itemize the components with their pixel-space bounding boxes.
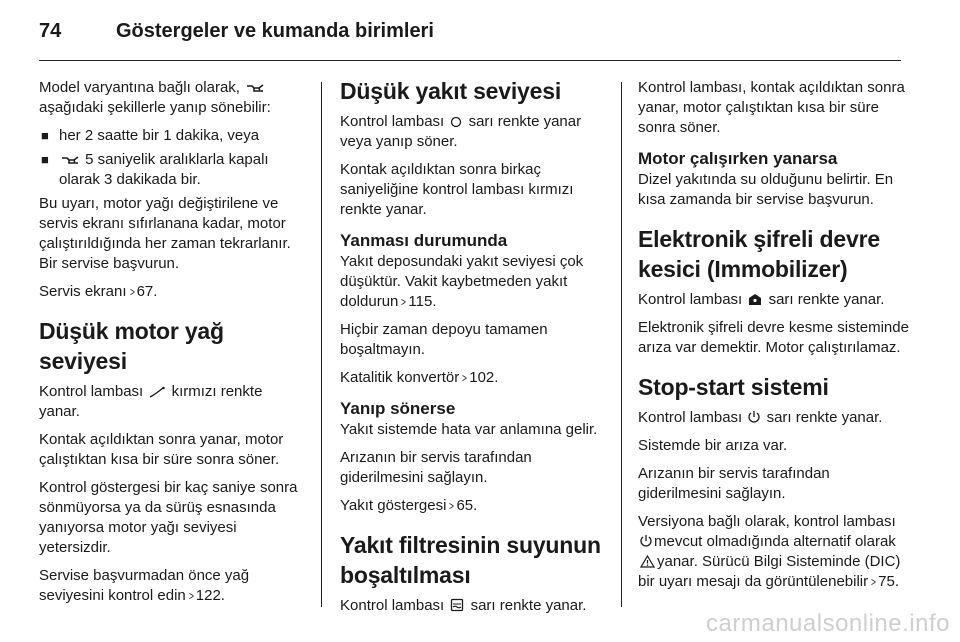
paragraph: Yakıt göstergesi > 65. <box>340 497 478 514</box>
watermark: carmanualsonline.info <box>706 610 950 637</box>
list-item: ■ 5 saniyelik aralıklarla kapalı olarak 3 dakikada bir. <box>41 151 269 188</box>
oil-service-icon <box>246 83 264 94</box>
section-heading: Düşük yakıt seviyesi <box>340 78 562 104</box>
page-header <box>39 14 901 62</box>
column-2 <box>340 78 615 624</box>
paragraph: Kontrol lambası sarı renkte yanar. <box>638 291 885 308</box>
page-reference[interactable]: 75. <box>878 573 899 590</box>
section-heading: Düşük motor yağ seviyesi <box>39 318 224 374</box>
paragraph: Kontrol lambası, kontak açıldıktan sonra yanar, motor çalıştıktan kısa bir süre sonra söner. <box>638 79 905 136</box>
page-reference[interactable]: 115. <box>408 293 437 310</box>
paragraph: Yakıt sistemde hata var anlamına gelir. <box>340 421 598 438</box>
oil-service-icon <box>61 155 79 166</box>
column-1 <box>39 78 307 614</box>
bullet-square-icon: ■ <box>41 128 49 143</box>
page-number: 74 <box>39 20 62 42</box>
page-reference[interactable]: 67. <box>136 283 158 300</box>
header-rule <box>39 60 901 61</box>
stop-start-icon <box>748 410 760 424</box>
reference-arrow-icon: > <box>462 371 468 385</box>
oil-pressure-icon <box>149 386 165 398</box>
paragraph: Kontrol lambası sarı renkte yanar veya yanıp söner. <box>340 113 582 150</box>
paragraph: Sistemde bir arıza var. <box>638 437 788 454</box>
paragraph: Yakıt deposundaki yakıt seviyesi çok düşüktür. Vakit kaybetmeden yakıt doldurun > 115. <box>340 253 584 310</box>
bullet-square-icon: ■ <box>41 152 49 167</box>
immobilizer-icon <box>748 293 762 306</box>
paragraph: Kontak açıldıktan sonra birkaç saniyeliğine kontrol lambası kırmızı renkte yanar. <box>340 161 574 218</box>
page-reference[interactable]: 102. <box>469 369 499 386</box>
subsection-heading: Yanıp sönerse <box>340 399 456 418</box>
list-item: ■ her 2 saatte bir 1 dakika, veya <box>41 127 260 144</box>
subsection-heading: Yanması durumunda <box>340 231 508 250</box>
paragraph: Bu uyarı, motor yağı değiştirilene ve servis ekranı sıfırlanana kadar, motor çalıştırıldığında her zaman tekrarlanır. Bir servise başvurun. <box>39 195 291 272</box>
reference-arrow-icon: > <box>188 589 194 603</box>
water-in-fuel-icon <box>450 598 464 612</box>
paragraph: Arızanın bir servis tarafından giderilmesini sağlayın. <box>638 465 830 502</box>
paragraph: Model varyantına bağlı olarak, aşağıdaki şekillerle yanıp sönebilir: <box>39 79 271 116</box>
page-reference[interactable]: 122. <box>195 587 225 604</box>
paragraph: Katalitik konvertör > 102. <box>340 369 499 386</box>
column-3 <box>638 78 913 600</box>
reference-arrow-icon: > <box>871 575 877 589</box>
paragraph: Kontrol lambası kırmızı renkte yanar. <box>39 383 263 420</box>
paragraph: Servis ekranı > 67. <box>39 283 158 300</box>
section-heading: Yakıt filtresinin suyunun boşaltılması <box>340 532 601 588</box>
paragraph: Dizel yakıtında su olduğunu belirtir. En kısa zamanda bir servise başvurun. <box>638 171 894 208</box>
paragraph: Hiçbir zaman depoyu tamamen boşaltmayın. <box>340 321 548 358</box>
subsection-heading: Motor çalışırken yanarsa <box>638 149 838 168</box>
paragraph: Kontrol göstergesi bir kaç saniye sonra sönmüyorsa ya da sürüş esnasında yanıyorsa motor yağı seviyesi yetersizdir. <box>39 479 298 556</box>
paragraph: Kontak açıldıktan sonra yanar, motor çalıştıktan kısa bir süre sonra söner. <box>39 431 284 468</box>
page-title: Göstergeler ve kumanda birimleri <box>116 20 434 42</box>
section-heading: Stop-start sistemi <box>638 374 829 400</box>
column-divider <box>621 82 622 607</box>
paragraph: Versiyona bağlı olarak, kontrol lambası mevcut olmadığında alternatif olarak yanar. Sürücü Bilgi Sisteminde (DIC) bir uyarı mesajı da görüntülenebilir > 75. <box>638 513 901 590</box>
fuel-circle-icon <box>450 116 462 128</box>
paragraph: Servise başvurmadan önce yağ seviyesini kontrol edin > 122. <box>39 567 250 604</box>
reference-arrow-icon: > <box>449 499 455 513</box>
paragraph: Kontrol lambası sarı renkte yanar. <box>340 597 587 614</box>
paragraph: Arızanın bir servis tarafından giderilmesini sağlayın. <box>340 449 532 486</box>
paragraph: Kontrol lambası sarı renkte yanar. <box>638 409 883 426</box>
reference-arrow-icon: > <box>129 285 135 299</box>
column-divider <box>321 82 322 607</box>
reference-arrow-icon: > <box>401 295 407 309</box>
warning-triangle-icon <box>640 555 655 568</box>
section-heading: Elektronik şifreli devre kesici (Immobilizer) <box>638 226 880 282</box>
paragraph: Elektronik şifreli devre kesme sisteminde arıza var demektir. Motor çalıştırılamaz. <box>638 319 909 356</box>
stop-start-icon <box>640 534 652 548</box>
page-reference[interactable]: 65. <box>456 497 478 514</box>
